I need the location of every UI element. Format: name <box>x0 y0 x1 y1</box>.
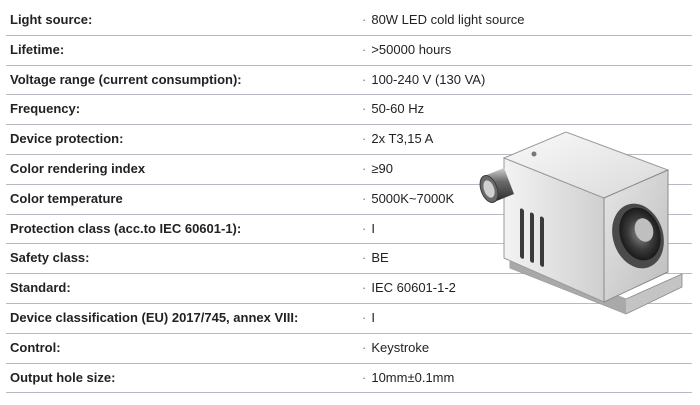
bullet-icon: · <box>362 369 367 385</box>
spec-value-text: ≥90 <box>371 160 393 176</box>
spec-value-text: 5000K~7000K <box>371 190 455 206</box>
spec-label: Lifetime: <box>10 41 65 57</box>
led-light-source-device-icon <box>476 124 696 329</box>
bullet-icon: · <box>362 190 367 206</box>
spec-value-text: I <box>371 220 375 236</box>
spec-label: Color temperature <box>10 190 123 206</box>
spec-value <box>362 131 433 146</box>
spec-value-text: 50-60 Hz <box>371 101 425 117</box>
spec-value <box>362 42 451 57</box>
bullet-icon: · <box>362 71 367 87</box>
spec-label: Device protection: <box>10 131 124 147</box>
bullet-icon: · <box>362 250 367 266</box>
spec-value <box>362 250 389 265</box>
bullet-icon: · <box>362 280 367 296</box>
spec-value <box>362 101 424 116</box>
spec-label: Safety class: <box>10 250 90 266</box>
spec-label: Light source: <box>10 12 93 27</box>
spec-row-output-hole-size <box>6 364 692 394</box>
spec-value <box>362 191 454 206</box>
spec-value <box>362 370 454 385</box>
spec-value <box>362 221 375 236</box>
spec-label: Frequency: <box>10 101 81 117</box>
spec-value <box>362 280 456 295</box>
spec-value-text: I <box>371 309 375 325</box>
bullet-icon: · <box>362 101 367 117</box>
spec-value <box>362 12 525 27</box>
spec-value <box>362 72 485 87</box>
spec-value-text: 100-240 V (130 VA) <box>371 71 486 87</box>
spec-value <box>362 340 429 355</box>
spec-label: Device classification (EU) 2017/745, annex VIII: <box>10 309 299 325</box>
spec-value-text: Keystroke <box>371 339 430 355</box>
spec-value-text: >50000 hours <box>371 41 452 57</box>
spec-label: Control: <box>10 339 61 355</box>
spec-label: Standard: <box>10 280 71 296</box>
bullet-icon: · <box>362 131 367 147</box>
spec-label: Voltage range (current consumption): <box>10 71 242 87</box>
spec-row-control <box>6 334 692 364</box>
spec-row-lifetime <box>6 36 692 66</box>
bullet-icon: · <box>362 339 367 355</box>
spec-row-frequency <box>6 95 692 125</box>
bullet-icon: · <box>362 309 367 325</box>
bullet-icon: · <box>362 41 367 57</box>
spec-value <box>362 310 375 325</box>
spec-label: Color rendering index <box>10 160 146 176</box>
spec-row-light-source <box>6 6 692 36</box>
spec-row-voltage-range <box>6 66 692 96</box>
spec-value-text: BE <box>371 250 389 266</box>
spec-value-text: 10mm±0.1mm <box>371 369 455 385</box>
bullet-icon: · <box>362 12 367 27</box>
spec-label: Output hole size: <box>10 369 116 385</box>
spec-value-text: 2x T3,15 A <box>371 131 434 147</box>
spec-value-text: 80W LED cold light source <box>371 12 525 27</box>
spec-label: Protection class (acc.to IEC 60601-1): <box>10 220 242 236</box>
spec-value-text: IEC 60601-1-2 <box>371 280 456 296</box>
bullet-icon: · <box>362 160 367 176</box>
spec-value <box>362 161 393 176</box>
bullet-icon: · <box>362 220 367 236</box>
